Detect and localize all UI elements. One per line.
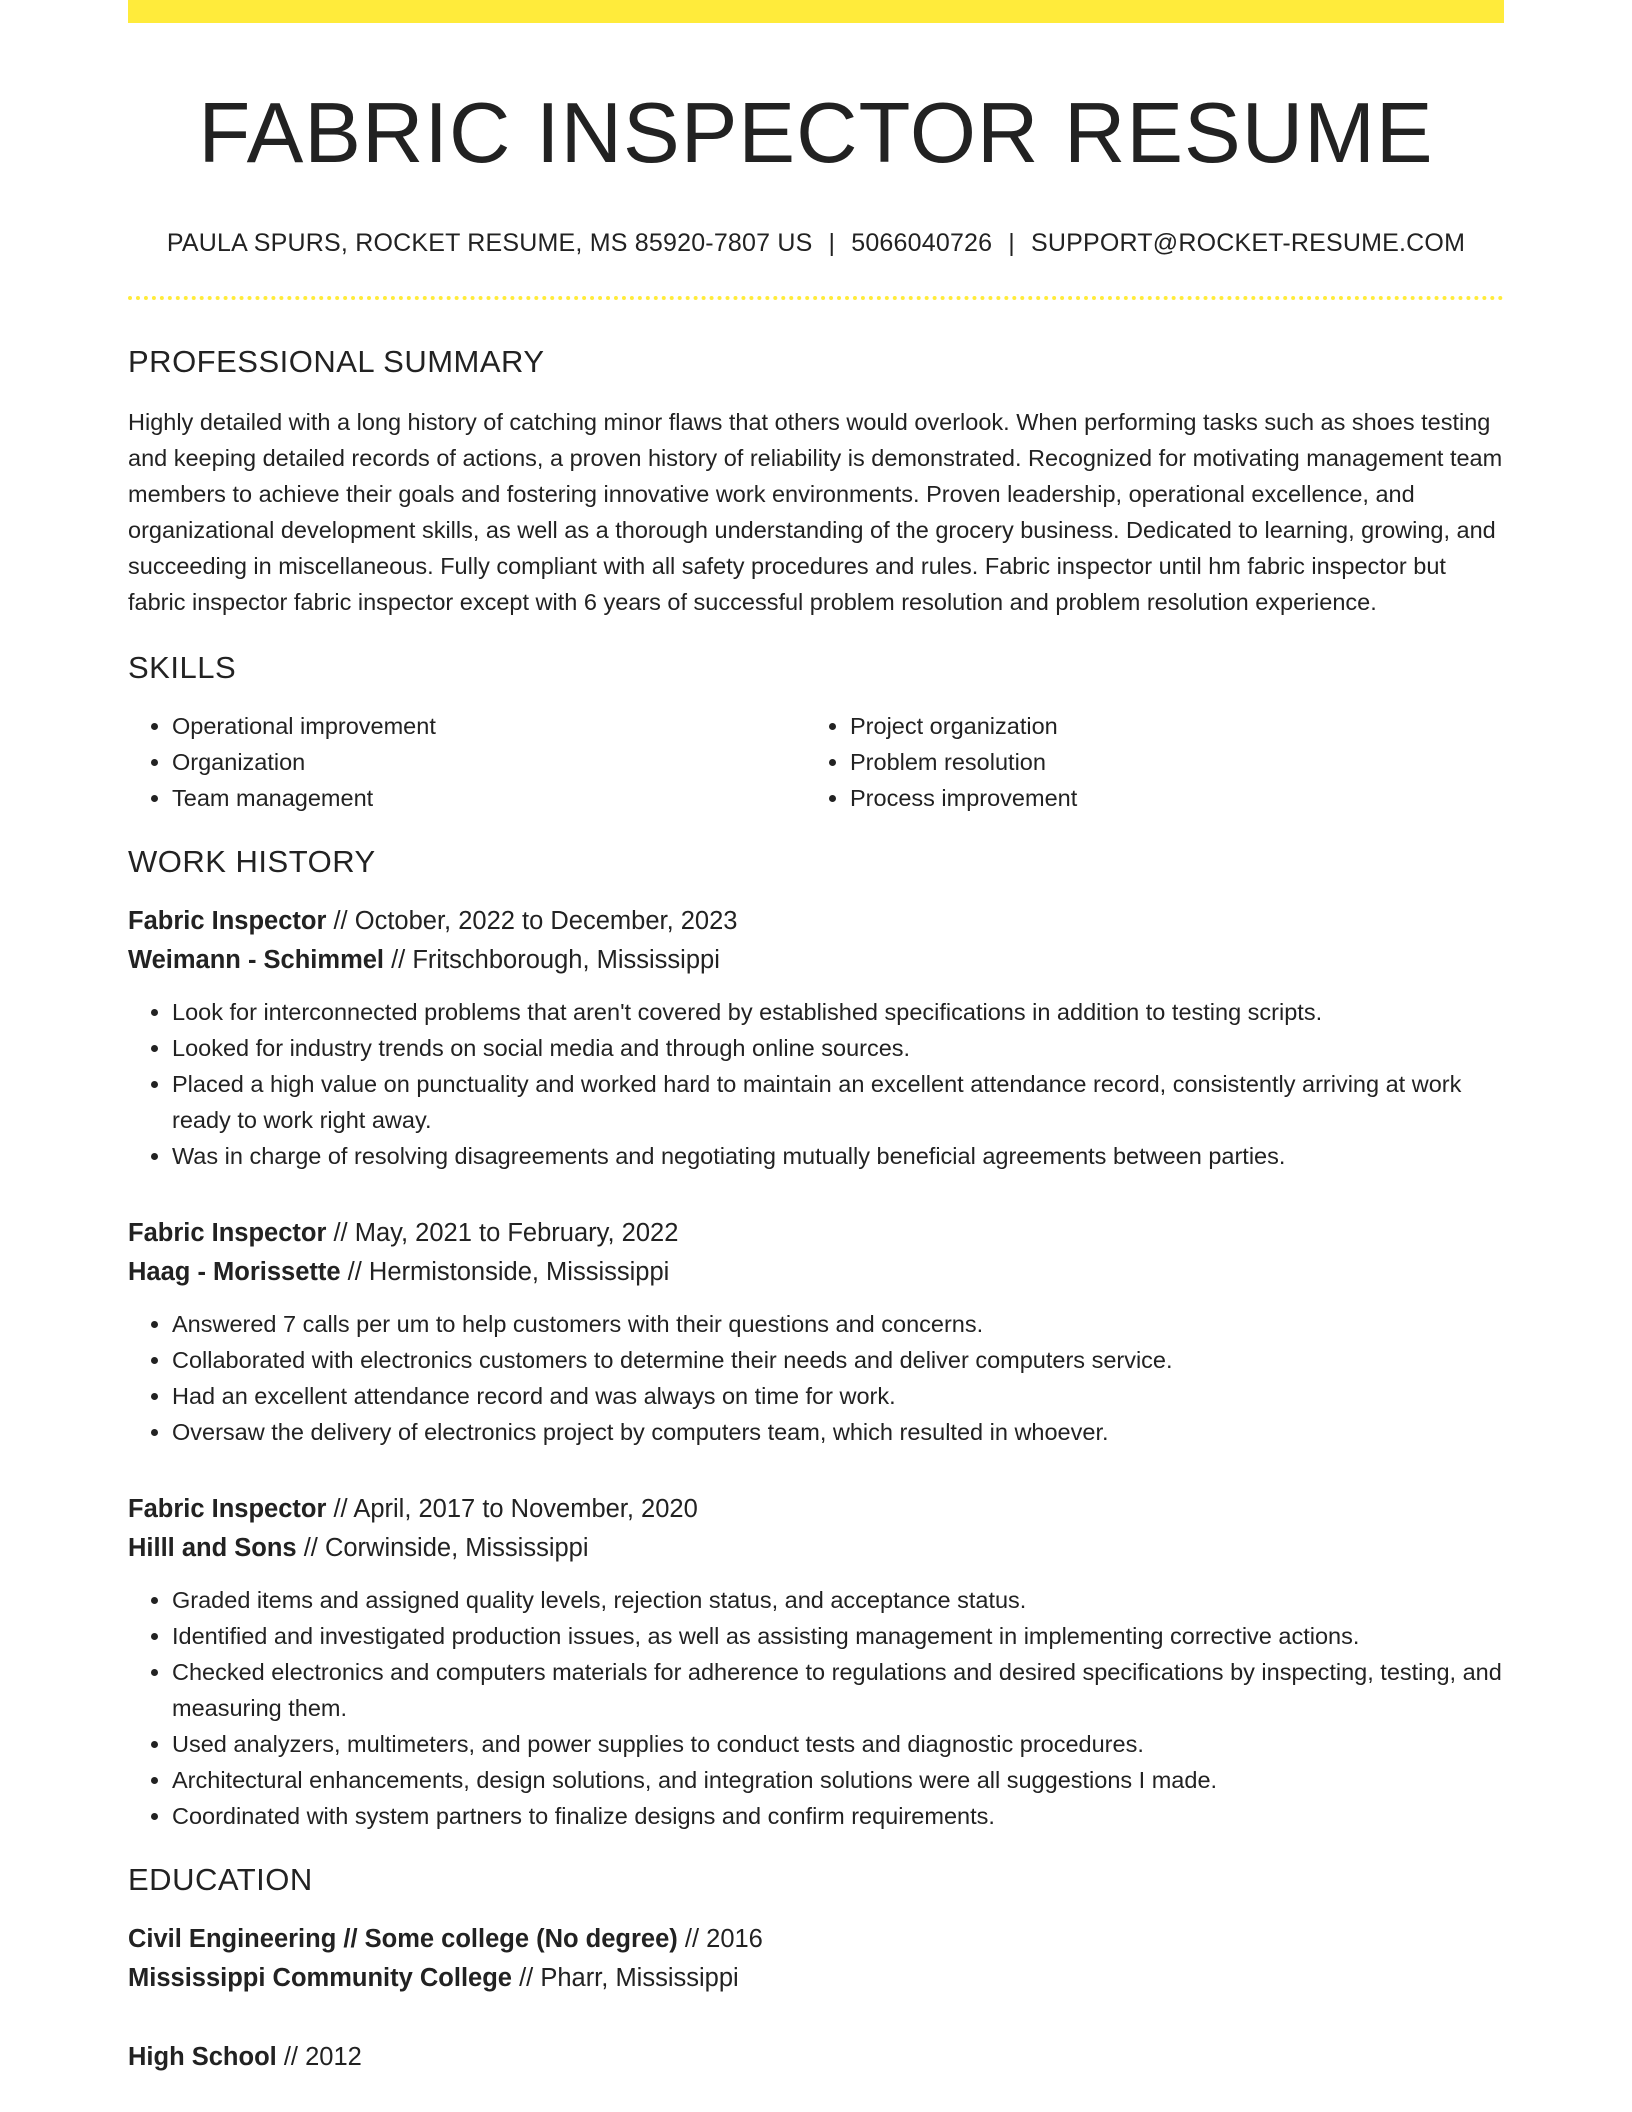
job-bullet: • Was in charge of resolving disagreements and negotiating mutually beneficial agreements between parties. [172, 1138, 1504, 1174]
job-dates: // October, 2022 to December, 2023 [326, 907, 738, 935]
contact-phone: 5066040726 [851, 229, 993, 257]
section-heading-skills: SKILLS [128, 650, 237, 685]
job-entry [128, 1214, 1504, 1450]
job-location: // Corwinside, Mississippi [296, 1534, 589, 1562]
skills-left-list [128, 708, 806, 816]
skill-item: • Process improvement [850, 780, 1484, 816]
job-bullets [128, 1582, 1504, 1834]
education-year: // 2012 [276, 2043, 362, 2071]
top-accent-bar [128, 0, 1504, 23]
education-degree: High School [128, 2043, 277, 2071]
contact-separator: | [828, 229, 836, 257]
skills-right-list [806, 708, 1484, 816]
contact-line [128, 229, 1504, 258]
job-bullet: • Coordinated with system partners to finalize designs and confirm requirements. [172, 1798, 1504, 1834]
job-company: Hilll and Sons [128, 1534, 297, 1562]
education-degree-line [128, 2038, 1504, 2077]
job-title: Fabric Inspector [128, 1219, 327, 1247]
job-bullet: • Identified and investigated production issues, as well as assisting management in implementing corrective actions. [172, 1618, 1504, 1654]
job-bullet: • Checked electronics and computers materials for adherence to regulations and desired specifications by inspecting, testing, and measuring them. [172, 1654, 1504, 1726]
section-heading-education: EDUCATION [128, 1862, 313, 1897]
header-divider [128, 296, 1504, 300]
education-year: // 2016 [677, 1925, 763, 1953]
resume-title: FABRIC INSPECTOR RESUME [198, 86, 1434, 181]
job-bullet: • Look for interconnected problems that aren't covered by established specifications in addition to testing scripts. [172, 994, 1504, 1030]
job-company-line [128, 941, 1504, 980]
education-location: // Pharr, Mississippi [511, 1964, 739, 1992]
job-location: // Hermistonside, Mississippi [340, 1258, 670, 1286]
skill-item: • Project organization [850, 708, 1484, 744]
job-bullet: • Oversaw the delivery of electronics project by computers team, which resulted in whoever. [172, 1414, 1504, 1450]
job-company: Weimann - Schimmel [128, 946, 385, 974]
skill-item: • Operational improvement [172, 708, 806, 744]
job-dates: // May, 2021 to February, 2022 [326, 1219, 679, 1247]
job-bullet: • Answered 7 calls per um to help customers with their questions and concerns. [172, 1306, 1504, 1342]
section-heading-summary: PROFESSIONAL SUMMARY [128, 344, 545, 379]
education-school: Mississippi Community College [128, 1964, 512, 1992]
section-heading-work: WORK HISTORY [128, 844, 376, 879]
contact-address: PAULA SPURS, ROCKET RESUME, MS 85920-7807 US [166, 229, 813, 257]
education-entry [128, 1920, 1504, 1998]
job-bullet: • Looked for industry trends on social media and through online sources. [172, 1030, 1504, 1066]
job-company-line [128, 1253, 1504, 1292]
job-bullet: • Had an excellent attendance record and was always on time for work. [172, 1378, 1504, 1414]
skills-columns [128, 708, 1504, 816]
education-section [128, 1862, 1504, 2077]
job-bullet: • Architectural enhancements, design solutions, and integration solutions were all suggestions I made. [172, 1762, 1504, 1798]
job-location: // Fritschborough, Mississippi [384, 946, 720, 974]
job-bullets [128, 994, 1504, 1174]
job-company: Haag - Morissette [128, 1258, 341, 1286]
summary-text: Highly detailed with a long history of catching minor flaws that others would overlook. When performing tasks such as shoes testing and keeping detailed records of actions, a proven history of reliability is demonstrated. Recognized for motivating management team members to achieve their goals and fostering innovative work environments. Proven leadership, operational excellence, and organizational development skills, as well as a thorough understanding of the grocery business. Dedicated to learning, growing, and succeeding in miscellaneous. Fully compliant with all safety procedures and rules. Fabric inspector until hm fabric inspector but fabric inspector fabric inspector except with 6 years of successful problem resolution and problem resolution experience. [128, 409, 1503, 615]
skill-item: • Team management [172, 780, 806, 816]
education-entry [128, 2038, 1504, 2077]
education-degree-line [128, 1920, 1504, 1959]
job-bullet: • Used analyzers, multimeters, and power supplies to conduct tests and diagnostic procedures. [172, 1726, 1504, 1762]
job-bullet: • Collaborated with electronics customers to determine their needs and deliver computers service. [172, 1342, 1504, 1378]
professional-summary-section [128, 344, 1504, 620]
education-degree: Civil Engineering // Some college (No degree) [128, 1925, 678, 1953]
job-title-line [128, 1214, 1504, 1253]
contact-email: SUPPORT@ROCKET-RESUME.COM [1030, 229, 1466, 257]
contact-separator: | [1008, 229, 1015, 257]
job-bullet: • Graded items and assigned quality levels, rejection status, and acceptance status. [172, 1582, 1504, 1618]
resume-page [128, 0, 1504, 2077]
job-company-line [128, 1529, 1504, 1568]
skill-item: • Organization [172, 744, 806, 780]
job-title-line [128, 1490, 1504, 1529]
education-school-line [128, 1959, 1504, 1998]
job-dates: // April, 2017 to November, 2020 [326, 1495, 698, 1523]
job-bullet: • Placed a high value on punctuality and worked hard to maintain an excellent attendance record, consistently arriving at work ready to work right away. [172, 1066, 1504, 1138]
job-entry [128, 902, 1504, 1174]
job-title-line [128, 902, 1504, 941]
job-title: Fabric Inspector [128, 1495, 327, 1523]
skills-section [128, 650, 1504, 816]
work-history-section [128, 844, 1504, 1834]
job-title: Fabric Inspector [128, 907, 327, 935]
skill-item: • Problem resolution [850, 744, 1484, 780]
job-bullets [128, 1306, 1504, 1450]
job-entry [128, 1490, 1504, 1834]
